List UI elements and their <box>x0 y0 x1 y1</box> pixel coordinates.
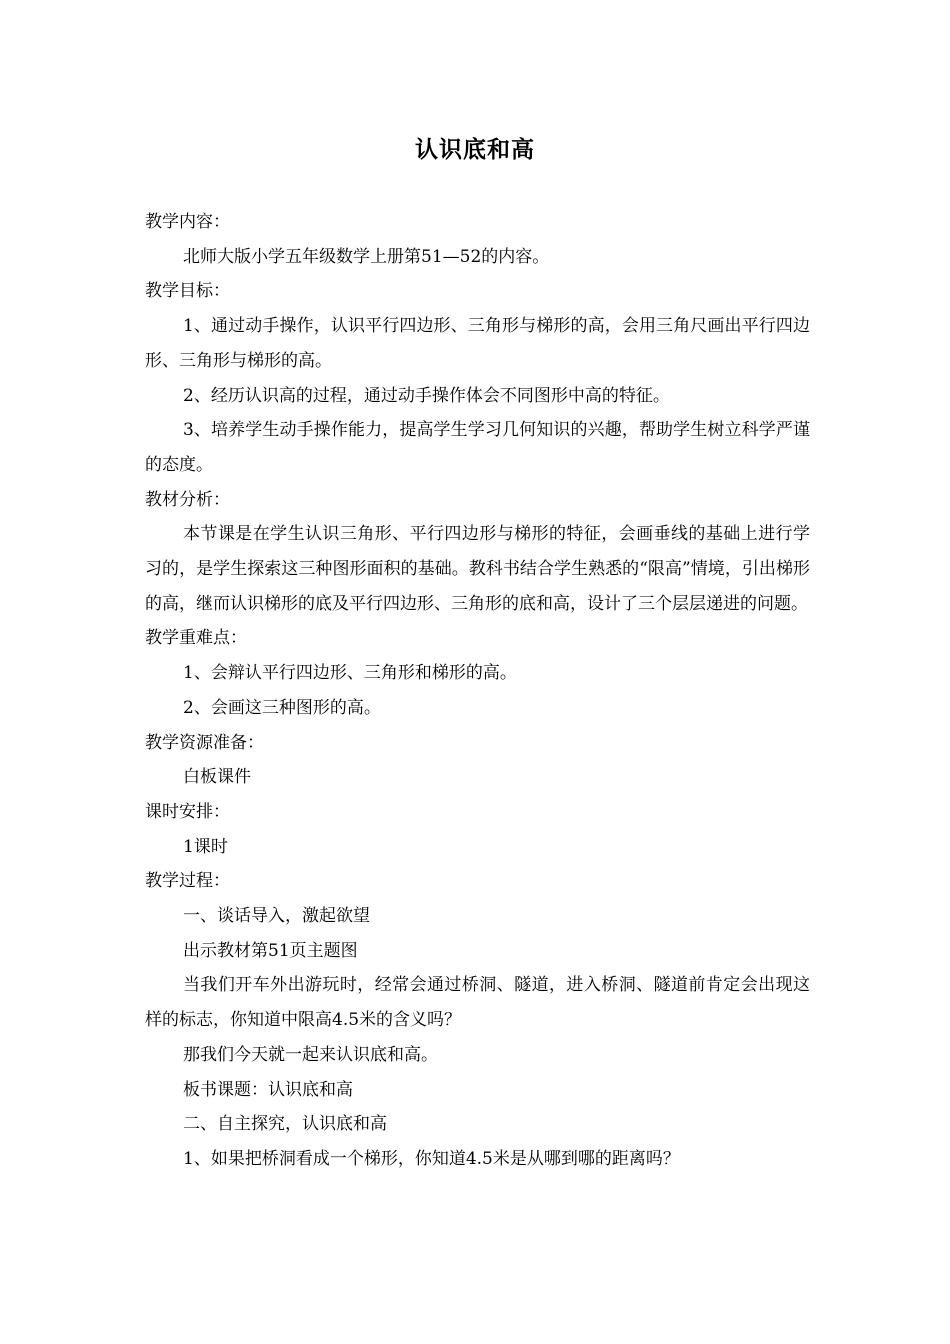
section-heading-content: 教学内容： <box>145 212 230 232</box>
schedule-text: 1课时 <box>183 836 228 857</box>
content-text: 北师大版小学五年级数学上册第51—52的内容。 <box>183 246 550 267</box>
key-point-2: 2、会画这三种图形的高。 <box>183 697 381 718</box>
key-point-1: 1、会辩认平行四边形、三角形和梯形的高。 <box>183 663 517 684</box>
document-body <box>145 205 810 1177</box>
document-title: 认识底和高 <box>415 137 535 163</box>
resources-text: 白板课件 <box>183 767 251 788</box>
section-heading-key-points: 教学重难点： <box>145 628 247 649</box>
process-step-1-text-b: 当我们开车外出游玩时，经常会通过桥洞、隧道，进入桥洞、隧道前肯定会出现这样的标志，你知道中限高4.5米的含义吗？ <box>145 975 810 1031</box>
process-step-1-text-d: 板书课题：认识底和高 <box>183 1079 353 1100</box>
process-step-1-text-c: 那我们今天就一起来认识底和高。 <box>183 1044 438 1065</box>
section-heading-analysis: 教材分析： <box>145 489 230 510</box>
goal-item-1: 1、通过动手操作，认识平行四边形、三角形与梯形的高，会用三角尺画出平行四边形、三角形与梯形的高。 <box>145 316 810 371</box>
section-heading-goals: 教学目标： <box>145 281 230 302</box>
process-step-1-text-a: 出示教材第51页主题图 <box>183 940 358 961</box>
section-heading-process: 教学过程： <box>145 871 230 892</box>
process-step-2-question-1: 1、如果把桥洞看成一个梯形，你知道4.5米是从哪到哪的距离吗？ <box>183 1148 680 1169</box>
process-step-2-title: 二、自主探究，认识底和高 <box>183 1114 387 1135</box>
process-step-1-title: 一、谈话导入，激起欲望 <box>183 906 370 927</box>
section-heading-schedule: 课时安排： <box>145 801 230 822</box>
goal-item-2: 2、经历认识高的过程，通过动手操作体会不同图形中高的特征。 <box>183 385 670 406</box>
analysis-text: 本节课是在学生认识三角形、平行四边形与梯形的特征，会画垂线的基础上进行学习的，是学生探索这三种图形面积的基础。教科书结合学生熟悉的“限高”情境，引出梯形的高，继而认识梯形的底及平行四边形、三角形的底和高，设计了三个层层递进的问题。 <box>145 524 810 614</box>
section-heading-resources: 教学资源准备： <box>145 732 264 753</box>
goal-item-3: 3、培养学生动手操作能力，提高学生学习几何知识的兴趣，帮助学生树立科学严谨的态度。 <box>145 420 810 475</box>
